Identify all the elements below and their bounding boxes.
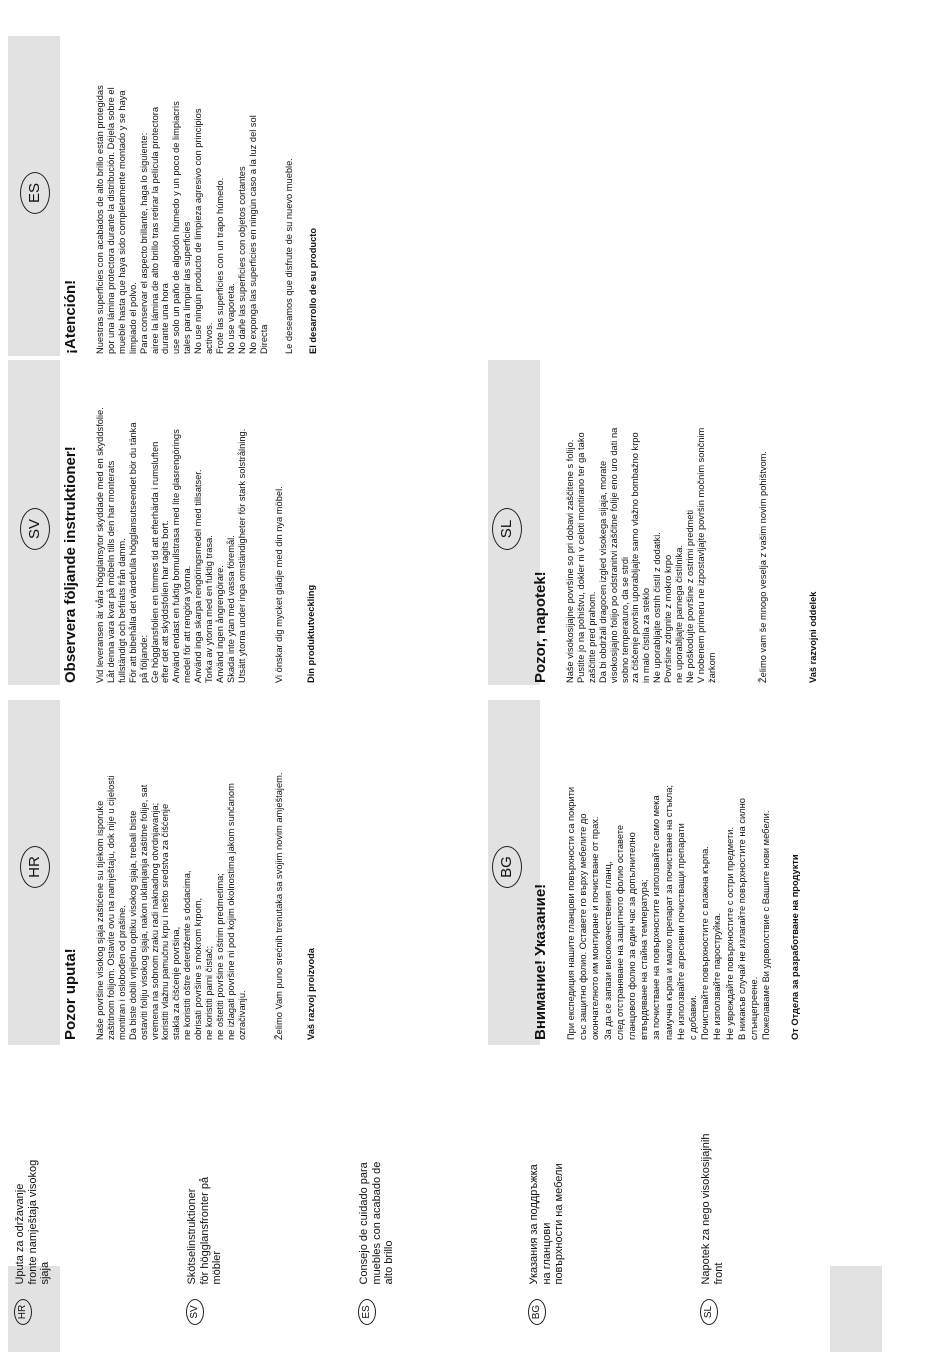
panel-sign-sl: Želimo vam še mnogo veselja z vašim novim pohištvom. (757, 451, 768, 683)
index-entry-hr (14, 1035, 74, 1325)
panel-badge-sv: SV (20, 508, 50, 550)
index-title-sl: Napotek za nego visokosijajnih front (700, 1133, 725, 1285)
index-entry-es (358, 1035, 418, 1325)
panel-sign-es: Le deseamos que disfrute de su nuevo mueble. (283, 158, 294, 354)
index-column-bottom-band (830, 1266, 882, 1352)
panel-heading-sv: Observera följande instruktioner! (62, 446, 79, 683)
index-title-es: Consejo de cuidado para muebles con acabado de alto brillo (358, 1161, 395, 1285)
index-title-sv: Skötselinstruktioner för högglansfronter på möbler (186, 1176, 223, 1285)
panel-body-es: Nuestras superficies con acabados de alto brillo están protegidas por una lámina protectora durante la distribución. Déjela sobre el mueble hasta que haya sido completamente montado y se haya limpiado el polvo. Para conservar el aspecto brillante, haga lo siguiente: airee la lámina de alto brillo tras retirar la película protectora durante una hora use solo un paño de algodón húmedo y un poco de limpiacris tales para limpiar las superficies No use ningún producto de limpieza agresivo con principios activos. Frote las superficies con un trapo húmedo. No use vaporeta. No dañe las superficies con objetos cortantes No exponga las superficies en ningún caso a la luz del sol Directa (95, 85, 269, 354)
panel-body-bg: При експедиция нашите гланцови повърхности са покрити със защитно фолио. Оставете го върху мебелите до окончателното им монтиране и почистване от прах. За да се запази високоачествения гланц, след отстраняване на защитното фолио оставете гланцового фолио за един час за допълнително втвърдяване на стайна температура; за почистване на повърхностите използвайте само мека памучна кърпа и малко препарат за почистване на стъкла; Не използвайте агресивни почистващи препарати с добавки. Почиствайте повърхностите с влажна кърпа. Не използвайте пароструйка. Не увреждайте повърхностите с остри предмети. В никакъв случай не излагайте повърхностите на силно слънцегреене. Пожелаваме Ви удоволствие с Вашите нови мебели. (566, 785, 772, 1040)
panel-sv (62, 361, 472, 683)
panel-sign-sv: Vi önskar dig mycket glädje med din nya möbel. (273, 486, 284, 683)
panel-body-hr: Naše površine visokog sjaja zaštićene su tijekom isporuke zaštitnom folijom. Ostavite ovu na namještaju, dok nije u cijelosti montiran i oslobođen od prašine. Da biste dobili vrijednu optiku visokog sjaja, trebali biste ostaviti foliju visokog sjaja, nakon uklanjanja zaštitne folije, sat vremena na sobnom zraku radi naknadnog otvrdnjavanja; koristiti vlažnu pamučnu krpu i nešto sredstva za čišćenje stakla za čišćenje površina, ne koristiti oštre deterdžente s dodacima, obrisati površine s mokrom krpom, ne koristiti parni čistač; ne oštetiti površine s oštrim predmetima; ne izlagati površine ni pod kojim okolnostima jakom sunčanom ozračivanju. (95, 775, 247, 1040)
index-entry-sl (700, 1035, 760, 1325)
panel-heading-sl: Pozor, napotek! (532, 571, 549, 683)
panel-body-sv: Vid leveransen är våra högglansytor skyddade med en skyddsfolie. Låt denna vara kvar på möbeln tills den har monterats fullständigt och befriats från damm. För att bibehålla det värdefulla högglansutseendet bör du tänka på följande: Ge högglansfolien en timmes tid att efterhärda i rumsluften efter det att skyddsfolien har tagits bort. Använd endast en fuktig bomullstrasa med lite glasrengörings medel för att rengöra ytorna. Använd inga skarpa rengöringsmedel med tillsatser. Torka av ytorna med en fuktig trasa. Använd ingen ångrengörare. Skada inte ytan med vassa föremål. Utsätt ytorna under inga omständigheter för stark solstrålning. (95, 407, 247, 683)
index-title-hr: Uputa za održavanje fronte namještaja visokog sjaja (14, 1159, 51, 1285)
language-badge-sv: SV (186, 1299, 204, 1325)
panel-badge-es: ES (20, 172, 50, 214)
panel-dept-bg: От Отдела за разработване на продукти (790, 854, 801, 1040)
index-entry-bg (528, 1035, 588, 1325)
panel-body-sl: Naše visokosijajne površine so pri dobavi zaščitene s folijo. Pustite jo na pohištvu, dokler ni v celoti montirano ter ga tako zaščitite pred prahom. Da bi obdržali dragocen izgled visokega sijaja, morate visokosijajno folijo po odstranitvi zaščitne folije eno uro dati na sobno temperaturo, da se strdi za čiščenje površin uporabljajte samo vlažno bombažno krpo in malo čistila za steklo Ne uporabljajte ostrih čistil z dodatki. Površine zdrgnite z mokro krpo ne uporabljajte parnega čistilnika. Ne poškodujte površine z ostrimi predmeti V nobenem primeru ne izpostavljajte površin močnim sončnim žarkom (565, 427, 717, 683)
panel-badge-bg: BG (492, 846, 522, 888)
language-badge-es: ES (358, 1299, 376, 1325)
language-badge-hr: HR (14, 1299, 32, 1325)
panel-bg (532, 698, 942, 1040)
panel-dept-sv: Din produktutveckling (305, 584, 316, 683)
panel-heading-es: ¡Atención! (62, 279, 79, 354)
panel-dept-sl: Vaš razvojni oddelek (807, 591, 818, 683)
panel-sign-hr: Želimo Vam puno srećnih trenutaka sa svojim novim amještajem. (273, 772, 284, 1040)
panel-sl (532, 361, 942, 683)
index-entry-sv (186, 1035, 246, 1325)
panel-heading-hr: Pozor uputa! (62, 948, 79, 1040)
panel-badge-sl: SL (492, 508, 522, 550)
language-badge-sl: SL (700, 1299, 718, 1325)
panel-heading-bg: Внимание! Указание! (532, 883, 549, 1040)
panel-es (62, 36, 472, 354)
index-title-bg: Указания за поддръжка на гланцови повърхности на мебели (528, 1163, 565, 1285)
panel-dept-hr: Vaš razvoj proizvoda (305, 948, 316, 1040)
panel-badge-hr: HR (20, 846, 50, 888)
panel-dept-es: El desarrollo de su producto (307, 227, 318, 354)
panel-hr (62, 698, 472, 1040)
language-badge-bg: BG (528, 1299, 546, 1325)
